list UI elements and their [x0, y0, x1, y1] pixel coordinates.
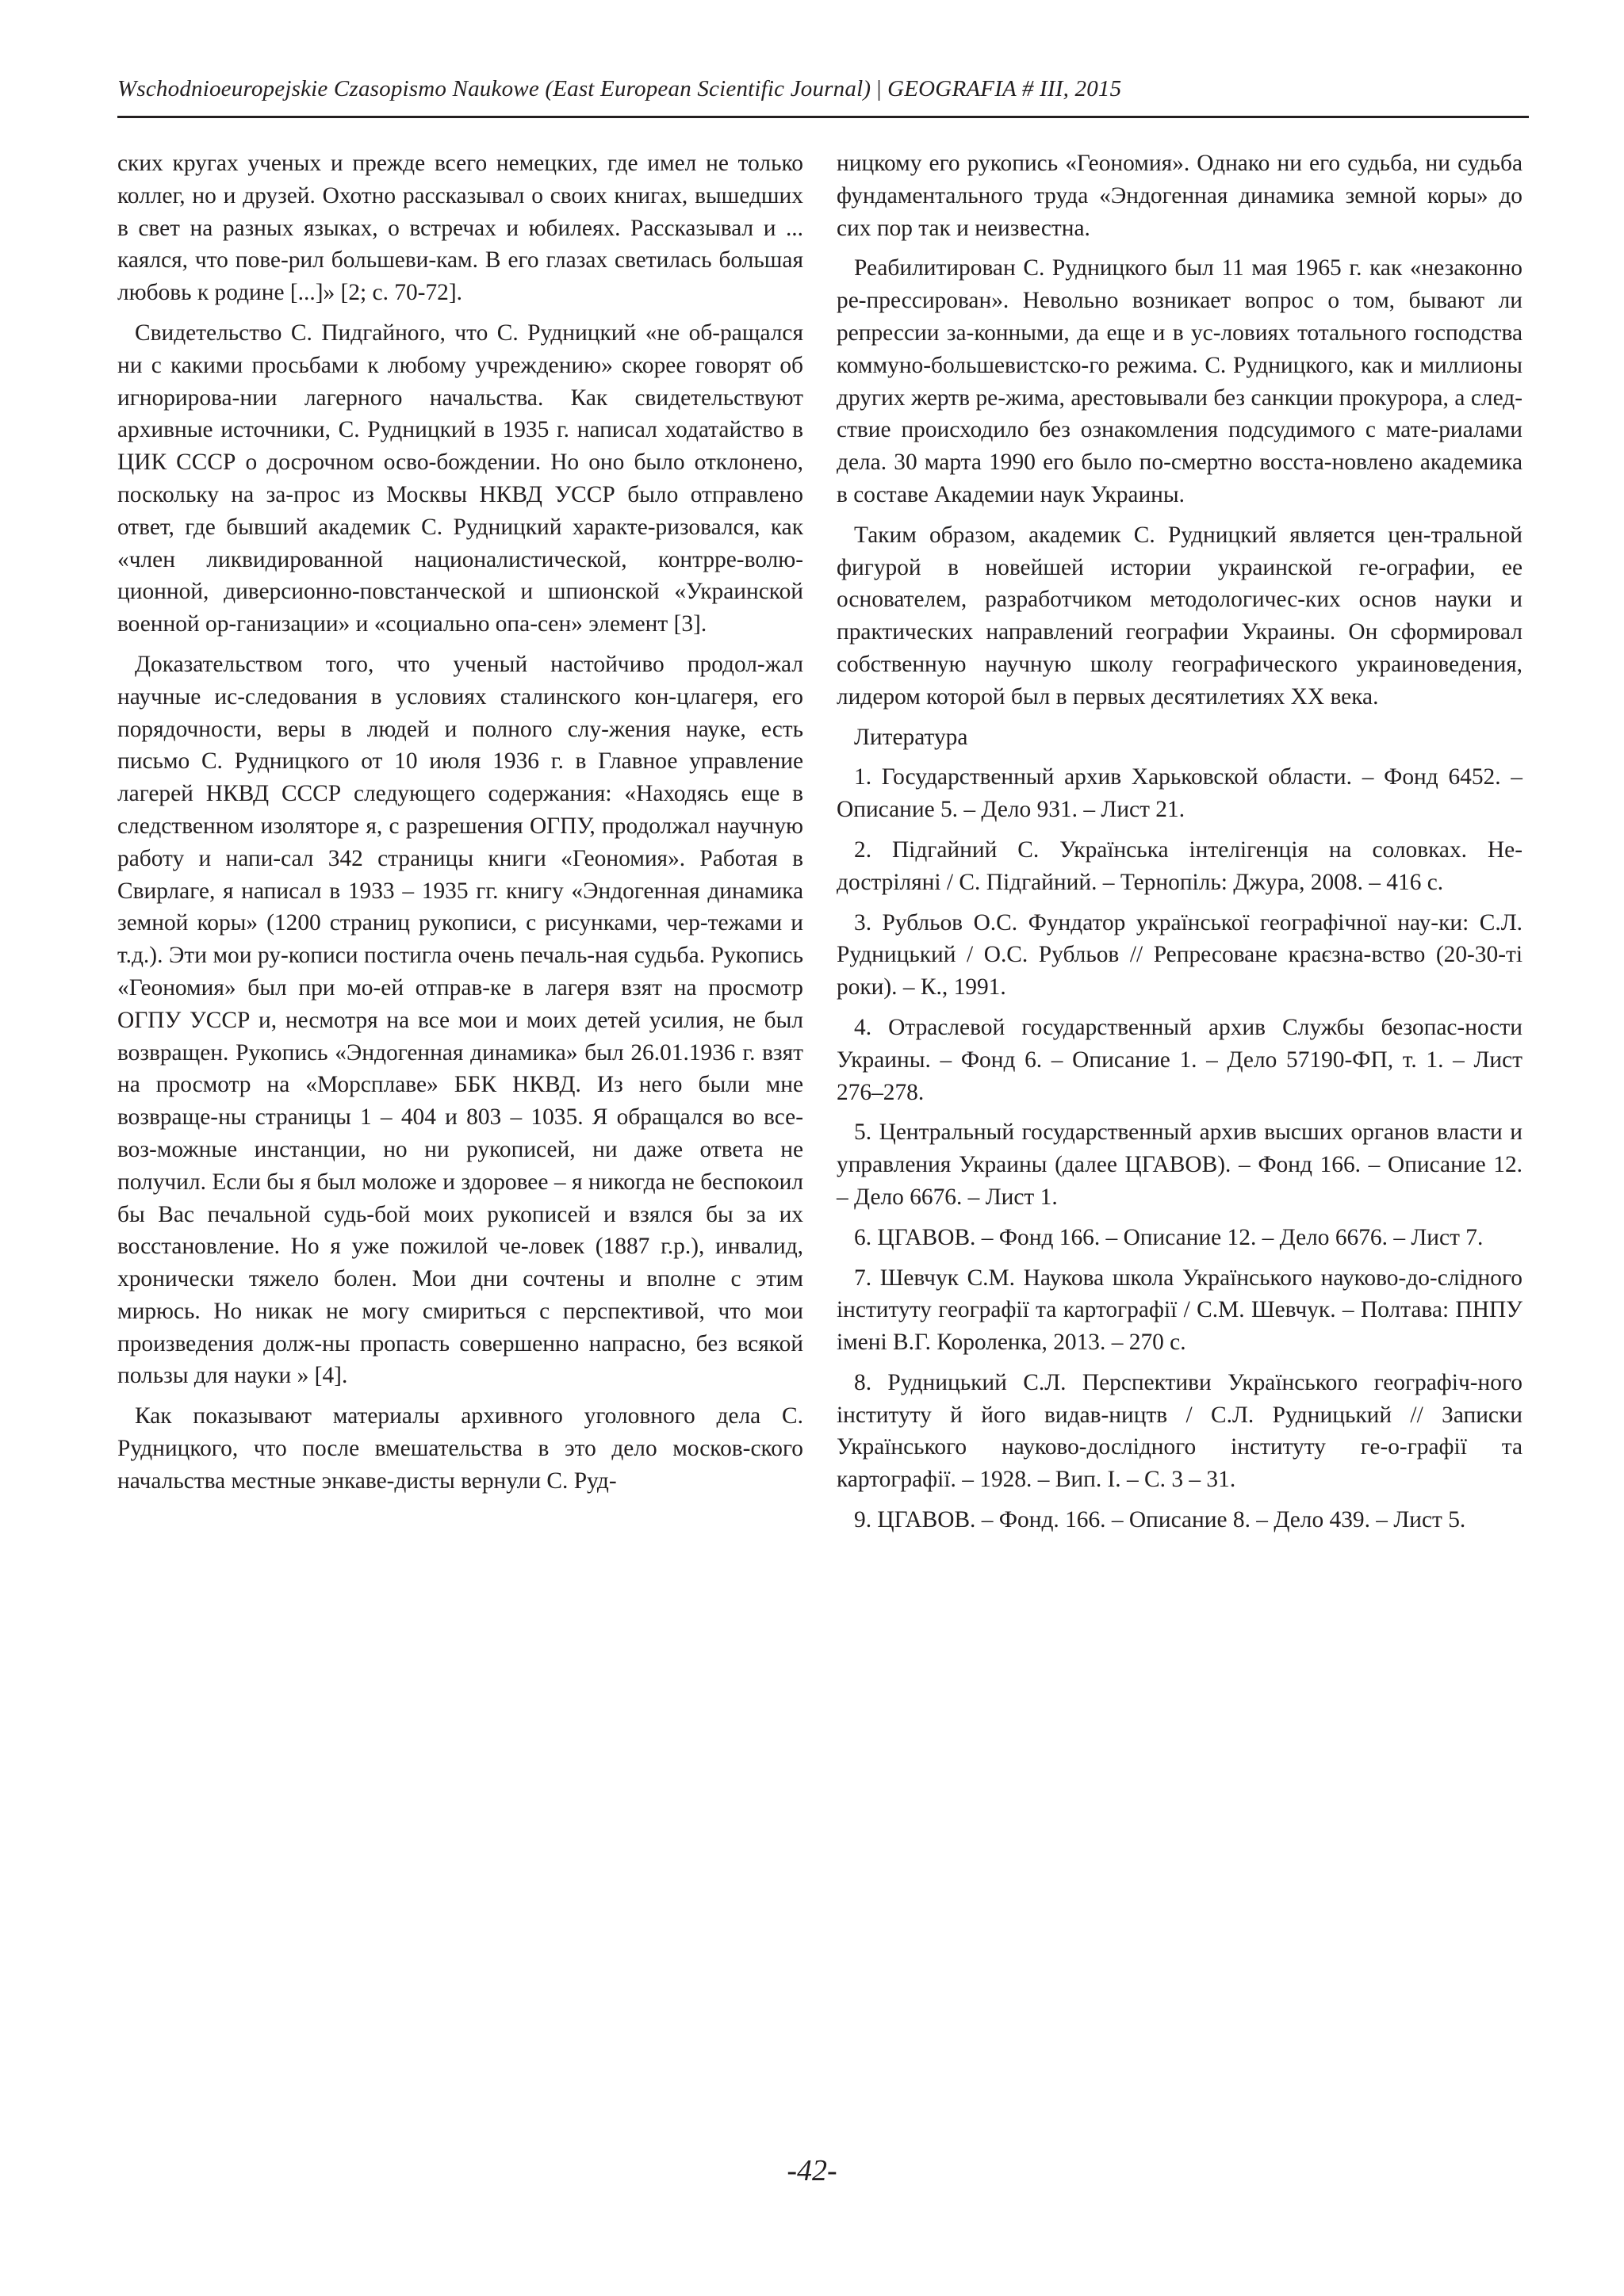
reference-item: 6. ЦГАВОВ. – Фонд 166. – Описание 12. – Дело 6676. – Лист 7. [854, 1224, 1484, 1250]
paragraph: Таким образом, академик С. Рудницкий является цен-тральной фигурой в новейшей истории украинской ге-ографии, ее основателем, разработчиком методологичес-ких основ науки и практических направлений географии Украины. Он сформировал собственную научную школу географического украиноведения, лидером которой был в первых десятилетиях ХХ века. [837, 522, 1522, 710]
paragraph: ских кругах ученых и прежде всего немецких, где имел не только коллег, но и друзей. Охотно рассказывал о своих книгах, вышедших в свет на разных языках, о встречах и юбилеях. Рассказывал и ... каялся, что пове-рил большеви-кам. В его глазах светилась большая любовь к родине [...]» [2; с. 70-72]. [117, 151, 803, 306]
running-header [117, 76, 1529, 118]
reference-item: 3. Рубльов О.С. Фундатор української географічної нау-ки: С.Л. Рудницький / О.С. Рубльов // Репресоване краєзна-вство (20-30-ті роки). – К., 1991. [837, 909, 1522, 1001]
reference-item: 2. Підгайний С. Українська інтелігенція на соловках. Не-достріляні / С. Підгайний. – Тернопіль: Джура, 2008. – 416 с. [837, 836, 1522, 895]
paragraph: ницкому его рукопись «Геономия». Однако ни его судьба, ни судьба фундаментального труда «Эндогенная динамика земной коры» до сих пор так и неизвестна. [837, 151, 1522, 241]
paragraph: Как показывают материалы архивного уголовного дела С. Рудницкого, что после вмешательства в это дело москов-ского начальства местные энкаве-дисты вернули С. Руд- [117, 1403, 803, 1494]
paragraph: Доказательством того, что ученый настойчиво продол-жал научные ис-следования в условиях сталинского кон-цлагеря, его порядочности, веры в людей и полного слу-жения науке, есть письмо С. Рудницкого от 10 июля 1936 г. в Главное управление лагерей НКВД СССР следующего содержания: «Находясь еще в следственном изоляторе я, с разрешения ОГПУ, продолжал научную работу и напи-сал 342 страницы книги «Геономия». Работая в Свирлаге, я написал в 1933 – 1935 гг. книгу «Эндогенная динамика земной коры» (1200 страниц рукописи, с рисунками, чер-тежами и т.д.). Эти мои ру-кописи постигла очень печаль-ная судьба. Рукопись «Геономия» был при мо-ей отправ-ке в лагеря взят на просмотр ОГПУ УССР и, несмотря на все мои и моих детей усилия, не был возвращен. Рукопись «Эндогенная динамика» был 26.01.1936 г. взят на просмотр на «Морсплаве» ББК НКВД. Из него были мне возвраще-ны страницы 1 – 404 и 803 – 1035. Я обращался во все-воз-можные инстанции, но ни рукописей, ни даже ответа не получил. Если бы я был моложе и здоровее – я никогда не беспокоил бы Вас печальной судь-бой моих рукописей и взялся бы за их восстановление. Но я уже пожилой че-ловек (1887 г.р.), инвалид, хронически тяжело болен. Мои дни сочтены и вполне с этим мирюсь. Но никак не могу смириться с перспективой, что мои произведения долж-ны пропасть совершенно напрасно, без всякой пользы для науки » [4]. [117, 651, 803, 1389]
left-column [117, 147, 803, 1506]
reference-item: 9. ЦГАВОВ. – Фонд. 166. – Описание 8. – Дело 439. – Лист 5. [854, 1507, 1466, 1533]
reference-item: 7. Шевчук С.М. Наукова школа Українського науково-до-слідного інституту географії та картографії / С.М. Шевчук. – Полтава: ПНПУ імені В.Г. Короленка, 2013. – 270 с. [837, 1265, 1522, 1356]
paragraph: Свидетельство С. Пидгайного, что С. Рудницкий «не об-ращался ни с какими просьбами к любому учреждению» скорее говорят об игнорирова-нии лагерного начальства. Как свидетельствуют архивные источники, С. Рудницкий в 1935 г. написал ходатайство в ЦИК СССР о досрочном осво-бождении. Но оно было отклонено, поскольку на за-прос из Москвы НКВД УССР было отправлено ответ, где бывший академик С. Рудницкий характе-ризовался, как «член ликвидированной националистической, контрре-волю-ционной, диверсионно-повстанческой и шпионской «Украинской военной ор-ганизации» и «социально опа-сен» элемент [3]. [117, 320, 803, 637]
reference-item: 1. Государственный архив Харьковской области. – Фонд 6452. – Описание 5. – Дело 931. – Лист 21. [837, 764, 1522, 823]
journal-section: GEOGRAFIA # III, 2015 [887, 76, 1122, 101]
reference-item: 4. Отраслевой государственный архив Службы безопас-ности Украины. – Фонд 6. – Описание 1. – Дело 57190-ФП, т. 1. – Лист 276–278. [837, 1014, 1522, 1105]
literature-title: Литература [854, 724, 968, 750]
reference-item: 5. Центральный государственный архив высших органов власти и управления Украины (далее ЦГАВОВ). – Фонд 166. – Описание 12. – Дело 6676. – Лист 1. [837, 1119, 1522, 1210]
reference-item: 8. Рудницький С.Л. Перспективи Українського географіч-ного інституту й його видав-ництв / С.Л. Рудницький // Записки Українського науково-дослідного інституту ге-о-графії та картографії. – 1928. – Вип. І. – С. 3 – 31. [837, 1369, 1522, 1493]
journal-title: Wschodnioeuropejskie Czasopismo Naukowe (East European Scientific Journal) [117, 76, 871, 101]
right-column [837, 147, 1522, 1544]
page-number: -42- [787, 2154, 837, 2187]
header-separator: | [876, 76, 882, 101]
paragraph: Реабилитирован С. Рудницкого был 11 мая 1965 г. как «незаконно ре-прессирован». Невольно возникает вопрос о том, бывают ли репрессии за-конными, да еще и в ус-ловиях тотального господства коммуно-большевистско-го режима. С. Рудницкого, как и миллионы других жертв ре-жима, арестовывали без санкции прокурора, а след-ствие происходило без ознакомления подсудимого с мате-риалами дела. 30 марта 1990 его было по-смертно восста-новлено академика в составе Академии наук Украины. [837, 255, 1522, 507]
